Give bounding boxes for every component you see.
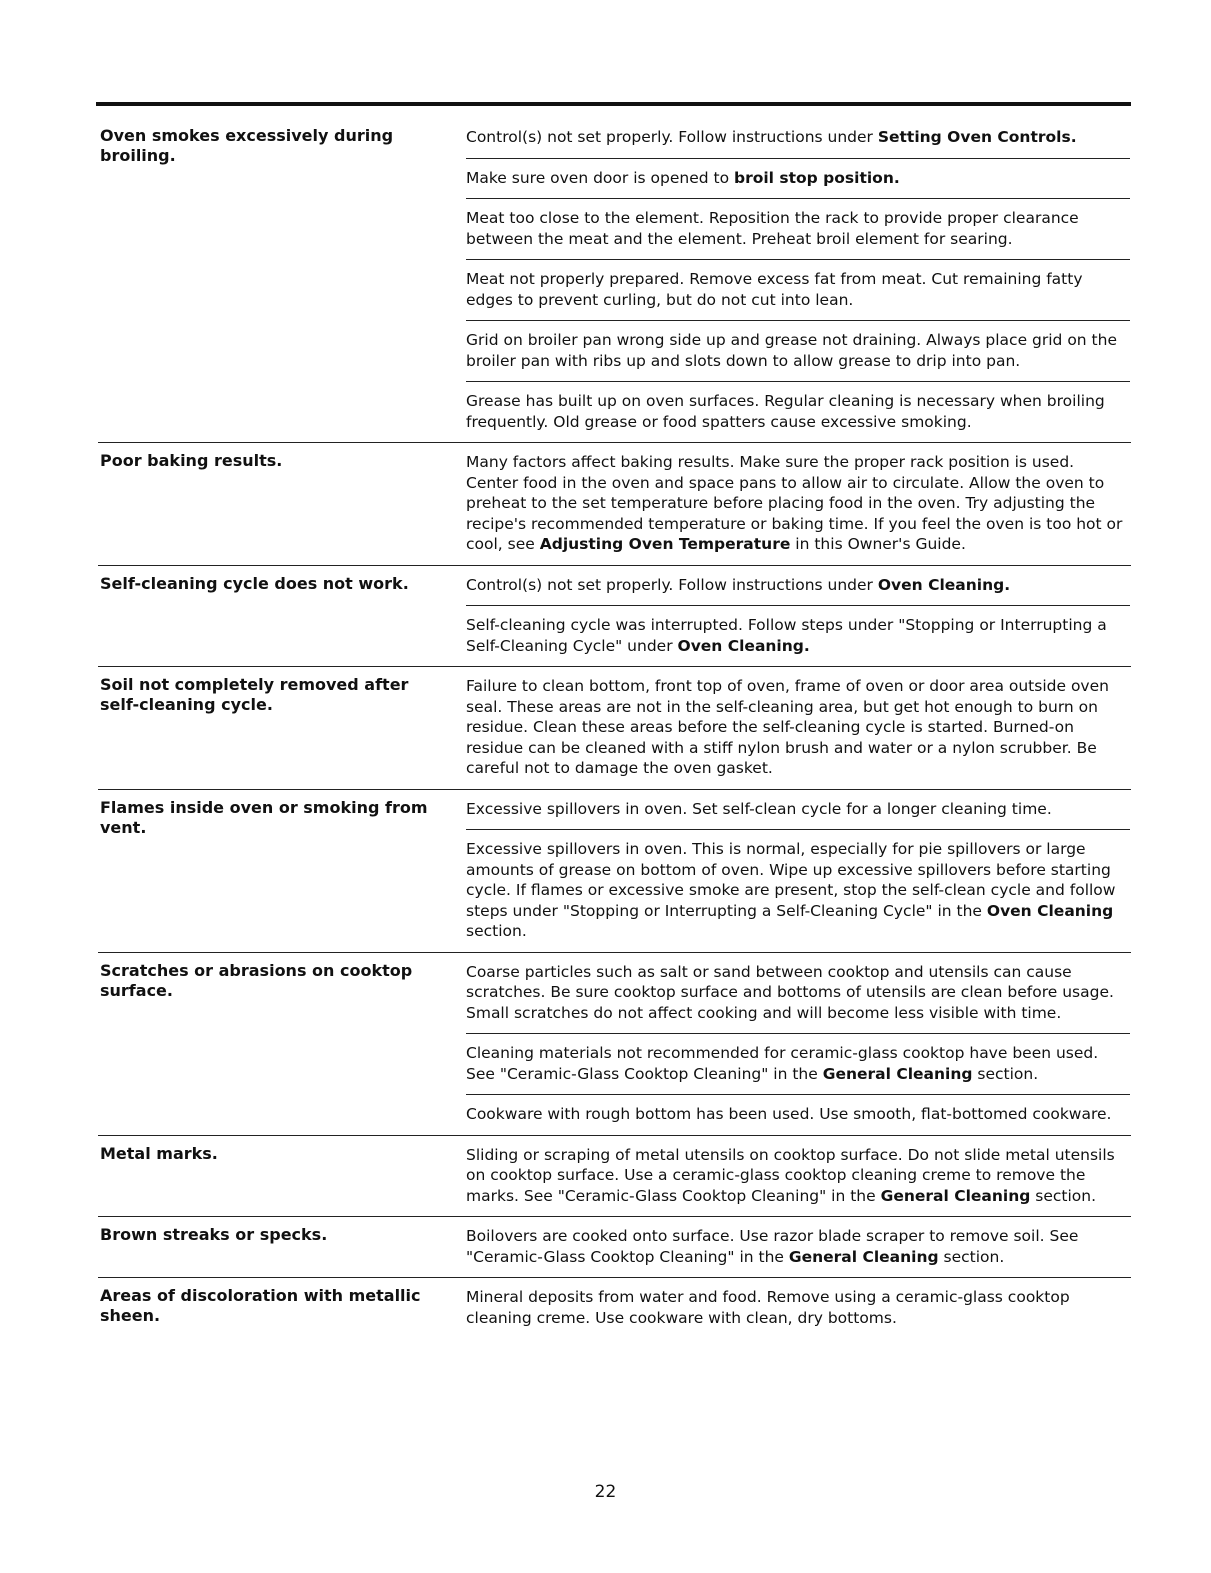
cause-solution bbox=[466, 667, 1130, 789]
bold-reference: Oven Cleaning. bbox=[877, 575, 1011, 594]
problem-label: Brown streaks or specks. bbox=[100, 1225, 328, 1244]
cause-list bbox=[466, 443, 1130, 565]
text-segment: Make sure oven door is opened to bbox=[466, 168, 734, 187]
cause-solution bbox=[466, 159, 1130, 200]
problem-label: Metal marks. bbox=[100, 1143, 218, 1163]
cause-list bbox=[466, 667, 1130, 789]
cause-solution bbox=[466, 260, 1130, 321]
text-segment: Coarse particles such as salt or sand between cooktop and utensils can cause scratches. Be sure cooktop surface and bottoms of utensils are clean before usage. Small scratches do not affect cooking and will become less visible with time. bbox=[466, 962, 1114, 1022]
cause-solution bbox=[466, 1278, 1130, 1338]
problem-label: Flames inside oven or smoking from vent. bbox=[100, 797, 428, 837]
troubleshooting-row bbox=[98, 118, 1131, 443]
text-segment: Excessive spillovers in oven. This is normal, especially for pie spillovers or large amounts of grease on bottom of oven. Wipe up excessive spillovers before starting cycle. If flames or excessive smoke are present, stop the self-clean cycle and follow steps under "Stopping or Interrupting a Self-Cleaning Cycle" in the bbox=[466, 840, 1116, 920]
text-segment: Control(s) not set properly. Follow instructions under bbox=[466, 575, 878, 594]
cause-list bbox=[466, 566, 1130, 667]
text-segment: Grease has built up on oven surfaces. Regular cleaning is necessary when broiling frequently. Old grease or food spatters cause excessive smoking. bbox=[466, 392, 1105, 431]
text-segment: Cleaning materials not recommended for ceramic-glass cooktop have been used. See "Ceramic-Glass Cooktop Cleaning" in the bbox=[466, 1044, 1099, 1083]
troubleshooting-row bbox=[98, 443, 1131, 566]
text-segment: Meat too close to the element. Reposition the rack to provide proper clearance between the meat and the element. Preheat broil element for searing. bbox=[466, 209, 1079, 248]
troubleshooting-row bbox=[98, 1278, 1131, 1338]
cause-solution bbox=[466, 1034, 1130, 1095]
text-segment: Self-cleaning cycle was interrupted. Follow steps under "Stopping or Interrupting a Self-Cleaning Cycle" under bbox=[466, 616, 1107, 655]
text-segment: Meat not properly prepared. Remove excess fat from meat. Cut remaining fatty edges to prevent curling, but do not cut into lean. bbox=[466, 270, 1083, 309]
cause-solution bbox=[466, 1136, 1130, 1217]
troubleshooting-row bbox=[98, 566, 1131, 668]
text-segment: Cookware with rough bottom has been used. Use smooth, flat-bottomed cookware. bbox=[466, 1105, 1112, 1123]
cause-list bbox=[466, 953, 1130, 1135]
text-segment: Boilovers are cooked onto surface. Use razor blade scraper to remove soil. See "Ceramic-Glass Cooktop Cleaning" in the bbox=[466, 1227, 1079, 1266]
troubleshooting-row bbox=[98, 667, 1131, 790]
troubleshooting-row bbox=[98, 953, 1131, 1136]
bold-reference: General Cleaning bbox=[822, 1064, 973, 1083]
bold-reference: broil stop position. bbox=[733, 168, 900, 187]
cause-solution bbox=[466, 118, 1130, 159]
problem-label: Soil not completely removed after self-cleaning cycle. bbox=[100, 675, 409, 714]
problem-label: Scratches or abrasions on cooktop surface. bbox=[100, 960, 413, 1000]
bold-reference: General Cleaning bbox=[788, 1247, 939, 1266]
cause-solution bbox=[466, 199, 1130, 260]
cause-solution bbox=[466, 1095, 1130, 1135]
top-rule bbox=[96, 102, 1131, 106]
troubleshooting-row bbox=[98, 1136, 1131, 1218]
problem-label: Poor baking results. bbox=[100, 451, 283, 470]
problem-label: Areas of discoloration with metallic sheen. bbox=[100, 1286, 421, 1325]
bold-reference: Setting Oven Controls. bbox=[877, 128, 1077, 146]
text-segment: Mineral deposits from water and food. Remove using a ceramic-glass cooktop cleaning creme. Use cookware with clean, dry bottoms. bbox=[466, 1288, 1070, 1327]
cause-solution bbox=[466, 382, 1130, 442]
troubleshooting-row bbox=[98, 1217, 1131, 1278]
text-segment: Grid on broiler pan wrong side up and grease not draining. Always place grid on the broiler pan with ribs up and slots down to allow grease to drip into pan. bbox=[466, 331, 1117, 370]
text-segment: section. bbox=[466, 922, 527, 940]
text-segment: in this Owner's Guide. bbox=[790, 535, 966, 553]
bold-reference: Adjusting Oven Temperature bbox=[539, 535, 791, 553]
text-segment: Failure to clean bottom, front top of oven, frame of oven or door area outside oven seal. These areas are not in the self-cleaning area, but get hot enough to burn on residue. Clean these areas before the self-cleaning cycle is started. Burned-on residue can be cleaned with a stiff nylon brush and water or a nylon scrubber. Be careful not to damage the oven gasket. bbox=[466, 677, 1109, 777]
cause-list bbox=[466, 1278, 1130, 1338]
bold-reference: Oven Cleaning bbox=[986, 901, 1114, 920]
troubleshooting-row bbox=[98, 790, 1131, 953]
cause-solution bbox=[466, 830, 1130, 952]
bold-reference: General Cleaning bbox=[880, 1186, 1031, 1205]
cause-solution bbox=[466, 790, 1130, 831]
cause-solution bbox=[466, 566, 1130, 607]
text-segment: Many factors affect baking results. Make sure the proper rack position is used. Center food in the oven and space pans to allow air to circulate. Allow the oven to preheat to the set temperature before placing food in the oven. Try adjusting the recipe's recommended temperature or baking time. If you feel the oven is too hot or cool, see bbox=[466, 453, 1123, 553]
cause-solution bbox=[466, 606, 1130, 666]
page-number: 22 bbox=[594, 1482, 617, 1502]
cause-solution bbox=[466, 321, 1130, 382]
cause-solution bbox=[466, 443, 1130, 565]
text-segment: section. bbox=[938, 1247, 1005, 1266]
cause-list bbox=[466, 1217, 1130, 1277]
problem-label: Oven smokes excessively during broiling. bbox=[100, 126, 394, 165]
text-segment: Sliding or scraping of metal utensils on cooktop surface. Do not slide metal utensils on cooktop surface. Use a ceramic-glass cooktop cleaning creme to remove the marks. See "Ceramic-Glass Cooktop Cleaning" in the bbox=[466, 1145, 1115, 1205]
text-segment: Control(s) not set properly. Follow instructions under bbox=[466, 128, 878, 146]
text-segment: section. bbox=[972, 1064, 1039, 1083]
bold-reference: Oven Cleaning. bbox=[677, 636, 810, 655]
troubleshooting-table bbox=[98, 118, 1131, 1338]
text-segment: section. bbox=[1030, 1186, 1097, 1205]
text-segment: Excessive spillovers in oven. Set self-clean cycle for a longer cleaning time. bbox=[466, 799, 1052, 818]
cause-solution bbox=[466, 1217, 1130, 1277]
cause-list bbox=[466, 118, 1130, 442]
cause-solution bbox=[466, 953, 1130, 1035]
cause-list bbox=[466, 1136, 1130, 1217]
problem-label: Self-cleaning cycle does not work. bbox=[100, 573, 409, 593]
cause-list bbox=[466, 790, 1130, 952]
